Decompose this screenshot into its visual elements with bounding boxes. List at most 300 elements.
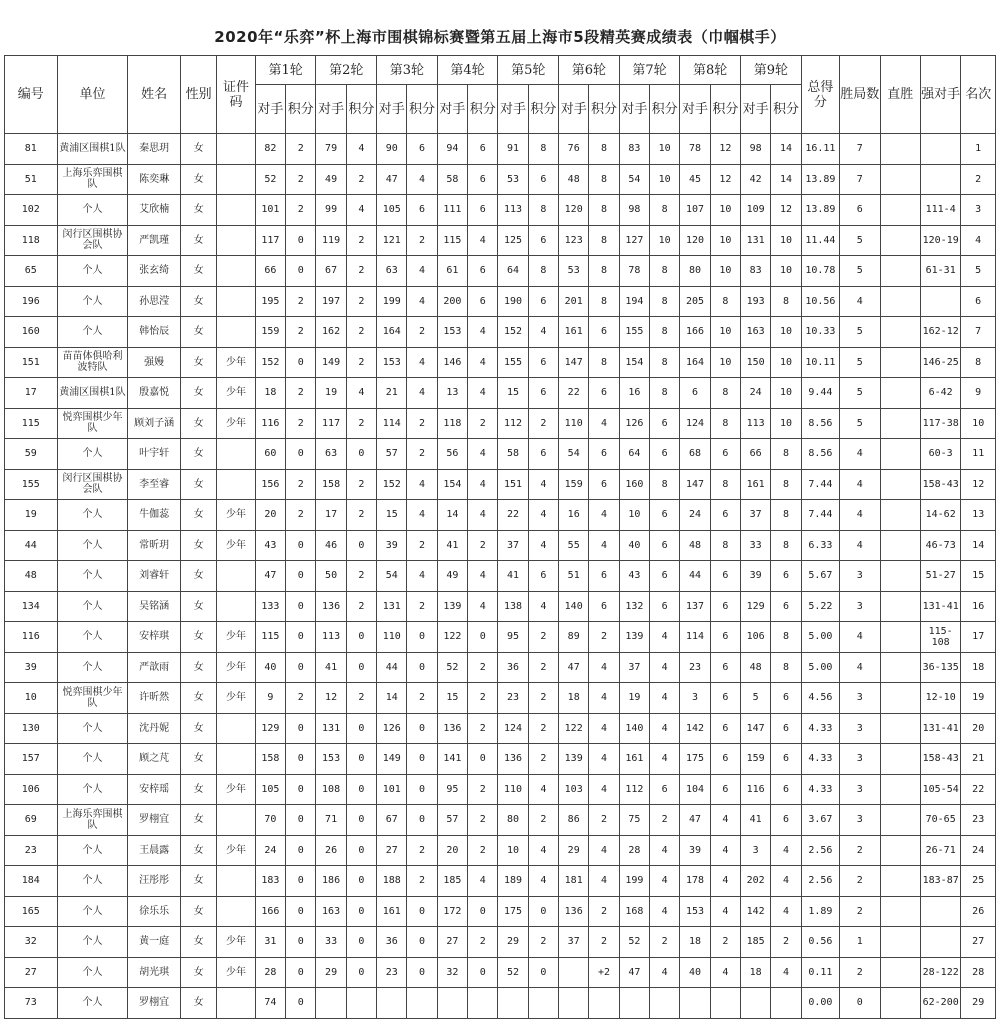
cell-cert: 少年 — [217, 622, 255, 653]
cell-opponent: 168 — [619, 896, 649, 927]
cell-opponent: 57 — [377, 439, 407, 470]
cell-opponent: 188 — [377, 866, 407, 897]
cell-wins: 3 — [840, 683, 880, 714]
cell-points: 2 — [346, 500, 376, 531]
cell-points — [528, 988, 558, 1019]
cell-name: 强嫚 — [128, 347, 181, 378]
cell-points: 0 — [407, 713, 437, 744]
cell-points: 6 — [589, 591, 619, 622]
cell-points: 2 — [286, 317, 316, 348]
cell-points: 0 — [286, 957, 316, 988]
cell-unit: 个人 — [57, 530, 128, 561]
page-title: 2020年“乐弈”杯上海市围棋锦标赛暨第五届上海市5段精英赛成绩表（巾帼棋手） — [214, 28, 786, 46]
cell-gender: 女 — [180, 957, 216, 988]
cell-id: 19 — [5, 500, 58, 531]
cell-id: 134 — [5, 591, 58, 622]
cell-points: 2 — [468, 774, 498, 805]
cell-id: 106 — [5, 774, 58, 805]
cell-points: 2 — [589, 622, 619, 653]
cell-opponent: 41 — [498, 561, 528, 592]
cell-total: 13.89 — [801, 195, 839, 226]
cell-unit: 个人 — [57, 744, 128, 775]
cell-opponent: 70 — [255, 805, 285, 836]
cell-opponent: 113 — [316, 622, 346, 653]
cell-points: 0 — [346, 896, 376, 927]
table-row — [5, 744, 996, 775]
cell-opponent: 98 — [619, 195, 649, 226]
cell-wins: 7 — [840, 164, 880, 195]
cell-opponent: 205 — [680, 286, 710, 317]
cell-opponent: 47 — [559, 652, 589, 683]
cell-rank: 7 — [961, 317, 996, 348]
cell-points: 8 — [771, 652, 801, 683]
cell-points: 2 — [346, 561, 376, 592]
cell-direct — [880, 927, 920, 958]
cell-opponent: 42 — [741, 164, 771, 195]
cell-points: 2 — [468, 805, 498, 836]
cell-opponent: 150 — [741, 347, 771, 378]
cell-points: 6 — [771, 805, 801, 836]
cell-opponent: 119 — [316, 225, 346, 256]
table-row — [5, 988, 996, 1019]
table-row — [5, 652, 996, 683]
cell-points: 10 — [771, 225, 801, 256]
cell-strong: 131-41 — [920, 591, 960, 622]
cell-cert — [217, 591, 255, 622]
cell-opponent — [437, 988, 467, 1019]
cell-opponent: 111 — [437, 195, 467, 226]
cell-opponent: 23 — [680, 652, 710, 683]
cell-points: 8 — [589, 256, 619, 287]
cell-points: 8 — [771, 622, 801, 653]
cell-points: 8 — [589, 164, 619, 195]
cell-opponent: 158 — [316, 469, 346, 500]
header-rank: 名次 — [961, 56, 996, 134]
cell-points: 2 — [589, 927, 619, 958]
cell-opponent: 49 — [316, 164, 346, 195]
cell-rank: 13 — [961, 500, 996, 531]
cell-id: 51 — [5, 164, 58, 195]
cell-opponent: 49 — [437, 561, 467, 592]
cell-points: 0 — [468, 896, 498, 927]
cell-points: 2 — [286, 164, 316, 195]
cell-total: 13.89 — [801, 164, 839, 195]
cell-id: 184 — [5, 866, 58, 897]
cell-points: 6 — [407, 195, 437, 226]
header-round: 第2轮 — [316, 56, 377, 85]
cell-points: 4 — [407, 164, 437, 195]
cell-strong: 62-200 — [920, 988, 960, 1019]
cell-rank: 6 — [961, 286, 996, 317]
cell-strong — [920, 286, 960, 317]
cell-total: 10.56 — [801, 286, 839, 317]
cell-strong — [920, 927, 960, 958]
cell-opponent: 66 — [741, 439, 771, 470]
cell-points: 6 — [528, 347, 558, 378]
cell-opponent: 16 — [619, 378, 649, 409]
cell-opponent: 178 — [680, 866, 710, 897]
cell-points: 6 — [528, 286, 558, 317]
cell-direct — [880, 744, 920, 775]
cell-opponent: 124 — [498, 713, 528, 744]
cell-rank: 5 — [961, 256, 996, 287]
cell-points: 0 — [468, 622, 498, 653]
cell-opponent: 101 — [255, 195, 285, 226]
cell-points: 0 — [407, 927, 437, 958]
cell-opponent: 57 — [437, 805, 467, 836]
cell-points: 6 — [589, 378, 619, 409]
cell-points: 2 — [346, 469, 376, 500]
cell-opponent: 24 — [741, 378, 771, 409]
cell-unit: 个人 — [57, 256, 128, 287]
cell-opponent: 158 — [255, 744, 285, 775]
cell-points: 6 — [710, 744, 740, 775]
cell-points: 8 — [710, 378, 740, 409]
cell-strong: 70-65 — [920, 805, 960, 836]
cell-cert: 少年 — [217, 408, 255, 439]
cell-points: 4 — [650, 652, 680, 683]
cell-opponent: 161 — [377, 896, 407, 927]
cell-cert: 少年 — [217, 378, 255, 409]
cell-wins: 2 — [840, 957, 880, 988]
cell-opponent: 54 — [377, 561, 407, 592]
cell-points: 8 — [771, 439, 801, 470]
cell-opponent: 43 — [255, 530, 285, 561]
cell-opponent: 172 — [437, 896, 467, 927]
cell-points: 6 — [589, 469, 619, 500]
cell-points: 8 — [589, 225, 619, 256]
cell-wins: 2 — [840, 835, 880, 866]
cell-rank: 29 — [961, 988, 996, 1019]
header-points: 积分 — [468, 85, 498, 134]
cell-points: 6 — [468, 195, 498, 226]
cell-unit: 闵行区围棋协会队 — [57, 469, 128, 500]
cell-name: 汪彤彤 — [128, 866, 181, 897]
cell-total: 0.56 — [801, 927, 839, 958]
cell-opponent: 129 — [255, 713, 285, 744]
cell-opponent: 120 — [559, 195, 589, 226]
cell-points: 4 — [650, 713, 680, 744]
cell-opponent: 37 — [741, 500, 771, 531]
cell-points: 0 — [286, 927, 316, 958]
cell-total: 8.56 — [801, 408, 839, 439]
cell-opponent: 116 — [741, 774, 771, 805]
cell-direct — [880, 195, 920, 226]
cell-opponent: 80 — [498, 805, 528, 836]
cell-opponent: 185 — [437, 866, 467, 897]
cell-wins: 5 — [840, 317, 880, 348]
cell-direct — [880, 622, 920, 653]
cell-unit: 个人 — [57, 774, 128, 805]
cell-name: 黄一庭 — [128, 927, 181, 958]
cell-cert — [217, 744, 255, 775]
cell-points — [710, 988, 740, 1019]
cell-cert: 少年 — [217, 530, 255, 561]
cell-opponent: 64 — [498, 256, 528, 287]
cell-points: 2 — [710, 927, 740, 958]
cell-points: 4 — [650, 744, 680, 775]
cell-points: 4 — [346, 134, 376, 165]
header-points: 积分 — [528, 85, 558, 134]
cell-gender: 女 — [180, 713, 216, 744]
cell-points: 0 — [346, 530, 376, 561]
cell-opponent: 68 — [680, 439, 710, 470]
cell-points: 2 — [286, 286, 316, 317]
cell-opponent: 136 — [437, 713, 467, 744]
cell-strong: 115-108 — [920, 622, 960, 653]
cell-id: 102 — [5, 195, 58, 226]
cell-total: 4.33 — [801, 713, 839, 744]
cell-points: 0 — [346, 927, 376, 958]
cell-strong: 158-43 — [920, 744, 960, 775]
cell-opponent: 3 — [741, 835, 771, 866]
header-opponent: 对手 — [559, 85, 589, 134]
cell-gender: 女 — [180, 896, 216, 927]
cell-points: 4 — [589, 744, 619, 775]
cell-opponent: 140 — [559, 591, 589, 622]
cell-gender: 女 — [180, 652, 216, 683]
cell-points: 4 — [650, 835, 680, 866]
cell-direct — [880, 774, 920, 805]
cell-points: 4 — [528, 774, 558, 805]
cell-opponent: 166 — [255, 896, 285, 927]
cell-opponent — [316, 988, 346, 1019]
cell-id: 44 — [5, 530, 58, 561]
cell-opponent: 53 — [498, 164, 528, 195]
cell-opponent: 126 — [377, 713, 407, 744]
cell-points: 4 — [407, 500, 437, 531]
cell-points: 2 — [528, 713, 558, 744]
cell-points: 2 — [407, 866, 437, 897]
cell-gender: 女 — [180, 134, 216, 165]
table-row — [5, 866, 996, 897]
cell-opponent: 136 — [316, 591, 346, 622]
cell-points: 10 — [771, 378, 801, 409]
cell-opponent: 18 — [741, 957, 771, 988]
cell-points: 4 — [710, 835, 740, 866]
header-points: 积分 — [650, 85, 680, 134]
cell-opponent: 18 — [680, 927, 710, 958]
cell-points: 2 — [468, 530, 498, 561]
cell-opponent: 47 — [377, 164, 407, 195]
cell-opponent: 146 — [437, 347, 467, 378]
cell-opponent: 161 — [619, 744, 649, 775]
cell-points: 8 — [771, 530, 801, 561]
cell-direct — [880, 683, 920, 714]
cell-rank: 26 — [961, 896, 996, 927]
cell-unit: 个人 — [57, 561, 128, 592]
cell-wins: 2 — [840, 866, 880, 897]
cell-points — [468, 988, 498, 1019]
cell-points: 4 — [771, 866, 801, 897]
cell-id: 116 — [5, 622, 58, 653]
cell-points: 8 — [650, 317, 680, 348]
cell-opponent: 10 — [498, 835, 528, 866]
cell-opponent: 116 — [255, 408, 285, 439]
cell-opponent: 131 — [316, 713, 346, 744]
cell-points: 4 — [407, 378, 437, 409]
cell-opponent: 24 — [255, 835, 285, 866]
cell-direct — [880, 134, 920, 165]
cell-points: 10 — [771, 317, 801, 348]
cell-unit: 上海乐弈围棋队 — [57, 805, 128, 836]
cell-opponent: 199 — [377, 286, 407, 317]
cell-opponent: 98 — [741, 134, 771, 165]
cell-opponent: 19 — [619, 683, 649, 714]
cell-points: 0 — [286, 774, 316, 805]
cell-unit: 个人 — [57, 713, 128, 744]
cell-opponent: 136 — [559, 896, 589, 927]
cell-opponent: 64 — [619, 439, 649, 470]
cell-points: 4 — [468, 378, 498, 409]
header-round: 第6轮 — [559, 56, 620, 85]
cell-points: 6 — [710, 591, 740, 622]
cell-strong: 12-10 — [920, 683, 960, 714]
cell-opponent: 163 — [316, 896, 346, 927]
table-row — [5, 683, 996, 714]
table-body — [5, 134, 996, 1019]
cell-points: 0 — [346, 622, 376, 653]
cell-points: 0 — [468, 957, 498, 988]
cell-direct — [880, 225, 920, 256]
cell-opponent: 131 — [741, 225, 771, 256]
cell-wins: 3 — [840, 561, 880, 592]
cell-points: 2 — [468, 835, 498, 866]
cell-points: 2 — [468, 683, 498, 714]
cell-points: 10 — [650, 225, 680, 256]
cell-opponent: 23 — [498, 683, 528, 714]
cell-opponent: 159 — [559, 469, 589, 500]
cell-opponent: 127 — [619, 225, 649, 256]
cell-opponent: 155 — [619, 317, 649, 348]
cell-gender: 女 — [180, 866, 216, 897]
cell-points: 0 — [286, 561, 316, 592]
header-strong: 强对手 — [920, 56, 960, 134]
cell-total: 5.22 — [801, 591, 839, 622]
cell-total: 4.33 — [801, 774, 839, 805]
cell-opponent: 6 — [680, 378, 710, 409]
cell-total: 5.00 — [801, 622, 839, 653]
cell-points: 8 — [771, 286, 801, 317]
cell-points: 0 — [528, 896, 558, 927]
cell-opponent: 153 — [377, 347, 407, 378]
cell-strong: 46-73 — [920, 530, 960, 561]
cell-opponent: 91 — [498, 134, 528, 165]
cell-rank: 17 — [961, 622, 996, 653]
cell-points: 4 — [710, 957, 740, 988]
cell-wins: 3 — [840, 744, 880, 775]
cell-direct — [880, 408, 920, 439]
cell-opponent: 112 — [498, 408, 528, 439]
cell-points: 2 — [346, 256, 376, 287]
cell-points: 0 — [286, 835, 316, 866]
cell-unit: 个人 — [57, 195, 128, 226]
cell-name: 艾欣楠 — [128, 195, 181, 226]
cell-gender: 女 — [180, 439, 216, 470]
cell-strong: 117-38 — [920, 408, 960, 439]
cell-points: 0 — [407, 744, 437, 775]
cell-points: 6 — [468, 286, 498, 317]
cell-opponent: 149 — [377, 744, 407, 775]
cell-points: 2 — [407, 317, 437, 348]
table-row — [5, 896, 996, 927]
cell-opponent: 149 — [316, 347, 346, 378]
cell-unit: 闵行区围棋协会队 — [57, 225, 128, 256]
cell-opponent: 104 — [680, 774, 710, 805]
cell-rank: 28 — [961, 957, 996, 988]
cell-name: 张玄绮 — [128, 256, 181, 287]
cell-points — [589, 988, 619, 1019]
cell-rank: 3 — [961, 195, 996, 226]
cell-direct — [880, 256, 920, 287]
cell-strong: 36-135 — [920, 652, 960, 683]
cell-points: 2 — [346, 591, 376, 622]
cell-cert — [217, 713, 255, 744]
cell-points: 6 — [771, 561, 801, 592]
cell-opponent: 105 — [377, 195, 407, 226]
cell-gender: 女 — [180, 164, 216, 195]
cell-points: 4 — [528, 317, 558, 348]
cell-points: 2 — [528, 622, 558, 653]
cell-gender: 女 — [180, 256, 216, 287]
cell-points: 8 — [528, 195, 558, 226]
table-row — [5, 713, 996, 744]
cell-direct — [880, 652, 920, 683]
cell-opponent: 63 — [316, 439, 346, 470]
cell-points: 4 — [589, 530, 619, 561]
cell-name: 罗栩宜 — [128, 805, 181, 836]
cell-name: 常昕玥 — [128, 530, 181, 561]
cell-gender: 女 — [180, 195, 216, 226]
cell-points: 6 — [771, 713, 801, 744]
cell-rank: 23 — [961, 805, 996, 836]
cell-total: 5.00 — [801, 652, 839, 683]
cell-wins: 1 — [840, 927, 880, 958]
cell-unit: 个人 — [57, 652, 128, 683]
cell-opponent: 109 — [741, 195, 771, 226]
cell-opponent: 159 — [255, 317, 285, 348]
cell-gender: 女 — [180, 835, 216, 866]
cell-points: 0 — [346, 866, 376, 897]
header-cert: 证件码 — [217, 56, 255, 134]
cell-unit: 个人 — [57, 896, 128, 927]
cell-wins: 7 — [840, 134, 880, 165]
cell-points: 2 — [528, 408, 558, 439]
cell-opponent: 20 — [255, 500, 285, 531]
cell-name: 胡光琪 — [128, 957, 181, 988]
cell-opponent: 154 — [619, 347, 649, 378]
cell-opponent: 54 — [619, 164, 649, 195]
header-points: 积分 — [286, 85, 316, 134]
cell-unit: 上海乐弈围棋队 — [57, 164, 128, 195]
cell-opponent: 124 — [680, 408, 710, 439]
cell-opponent: 37 — [619, 652, 649, 683]
cell-points: 6 — [468, 164, 498, 195]
cell-opponent: 151 — [498, 469, 528, 500]
cell-wins: 4 — [840, 469, 880, 500]
cell-opponent: 161 — [741, 469, 771, 500]
cell-direct — [880, 988, 920, 1019]
cell-direct — [880, 164, 920, 195]
cell-opponent: 132 — [619, 591, 649, 622]
cell-opponent: 95 — [437, 774, 467, 805]
cell-strong: 60-3 — [920, 439, 960, 470]
cell-gender: 女 — [180, 591, 216, 622]
cell-rank: 25 — [961, 866, 996, 897]
cell-opponent: 186 — [316, 866, 346, 897]
cell-points: 10 — [710, 317, 740, 348]
cell-id: 155 — [5, 469, 58, 500]
